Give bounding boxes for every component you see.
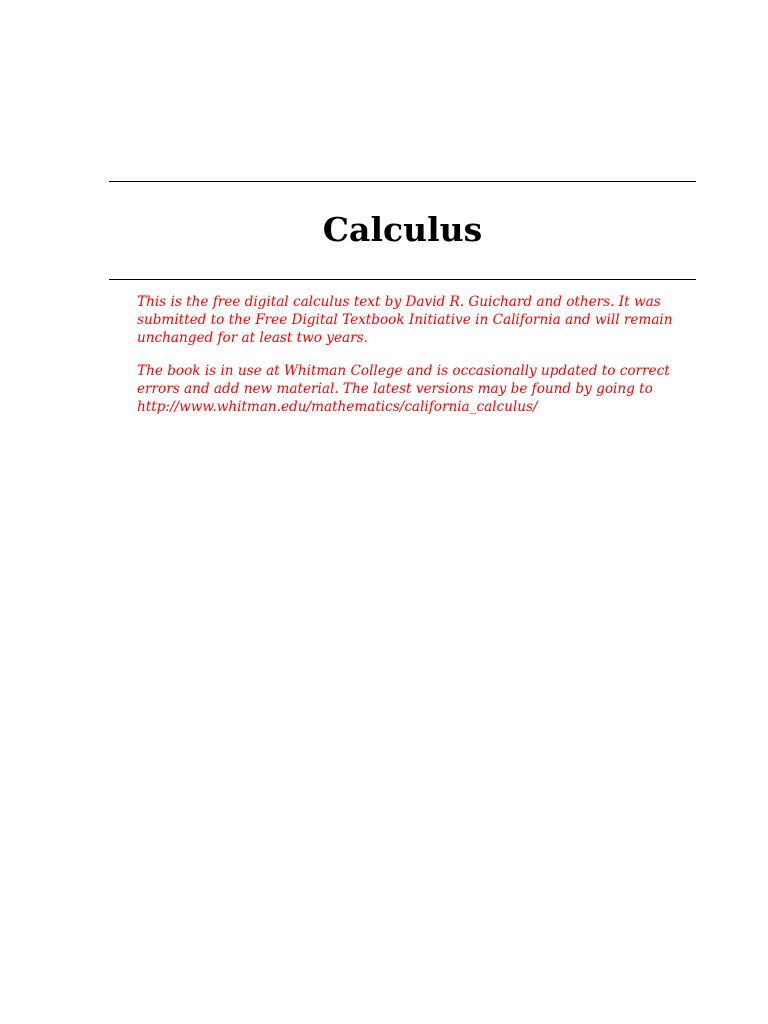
notice-paragraph-updates: The book is in use at Whitman College and is occasionally updated to correct errors and add new material. The latest versions may be found by going to http://www.whitman.edu/mathematics/california_calculus/: [137, 363, 670, 415]
top-horizontal-rule: [109, 181, 696, 182]
notice-text-block: [137, 293, 687, 431]
page-title: Calculus: [322, 210, 483, 249]
bottom-horizontal-rule: [109, 279, 696, 280]
notice-paragraph-license: This is the free digital calculus text by David R. Guichard and others. It was submitted to the Free Digital Textbook Initiative in California and will remain unchanged for at least two years.: [137, 294, 673, 346]
